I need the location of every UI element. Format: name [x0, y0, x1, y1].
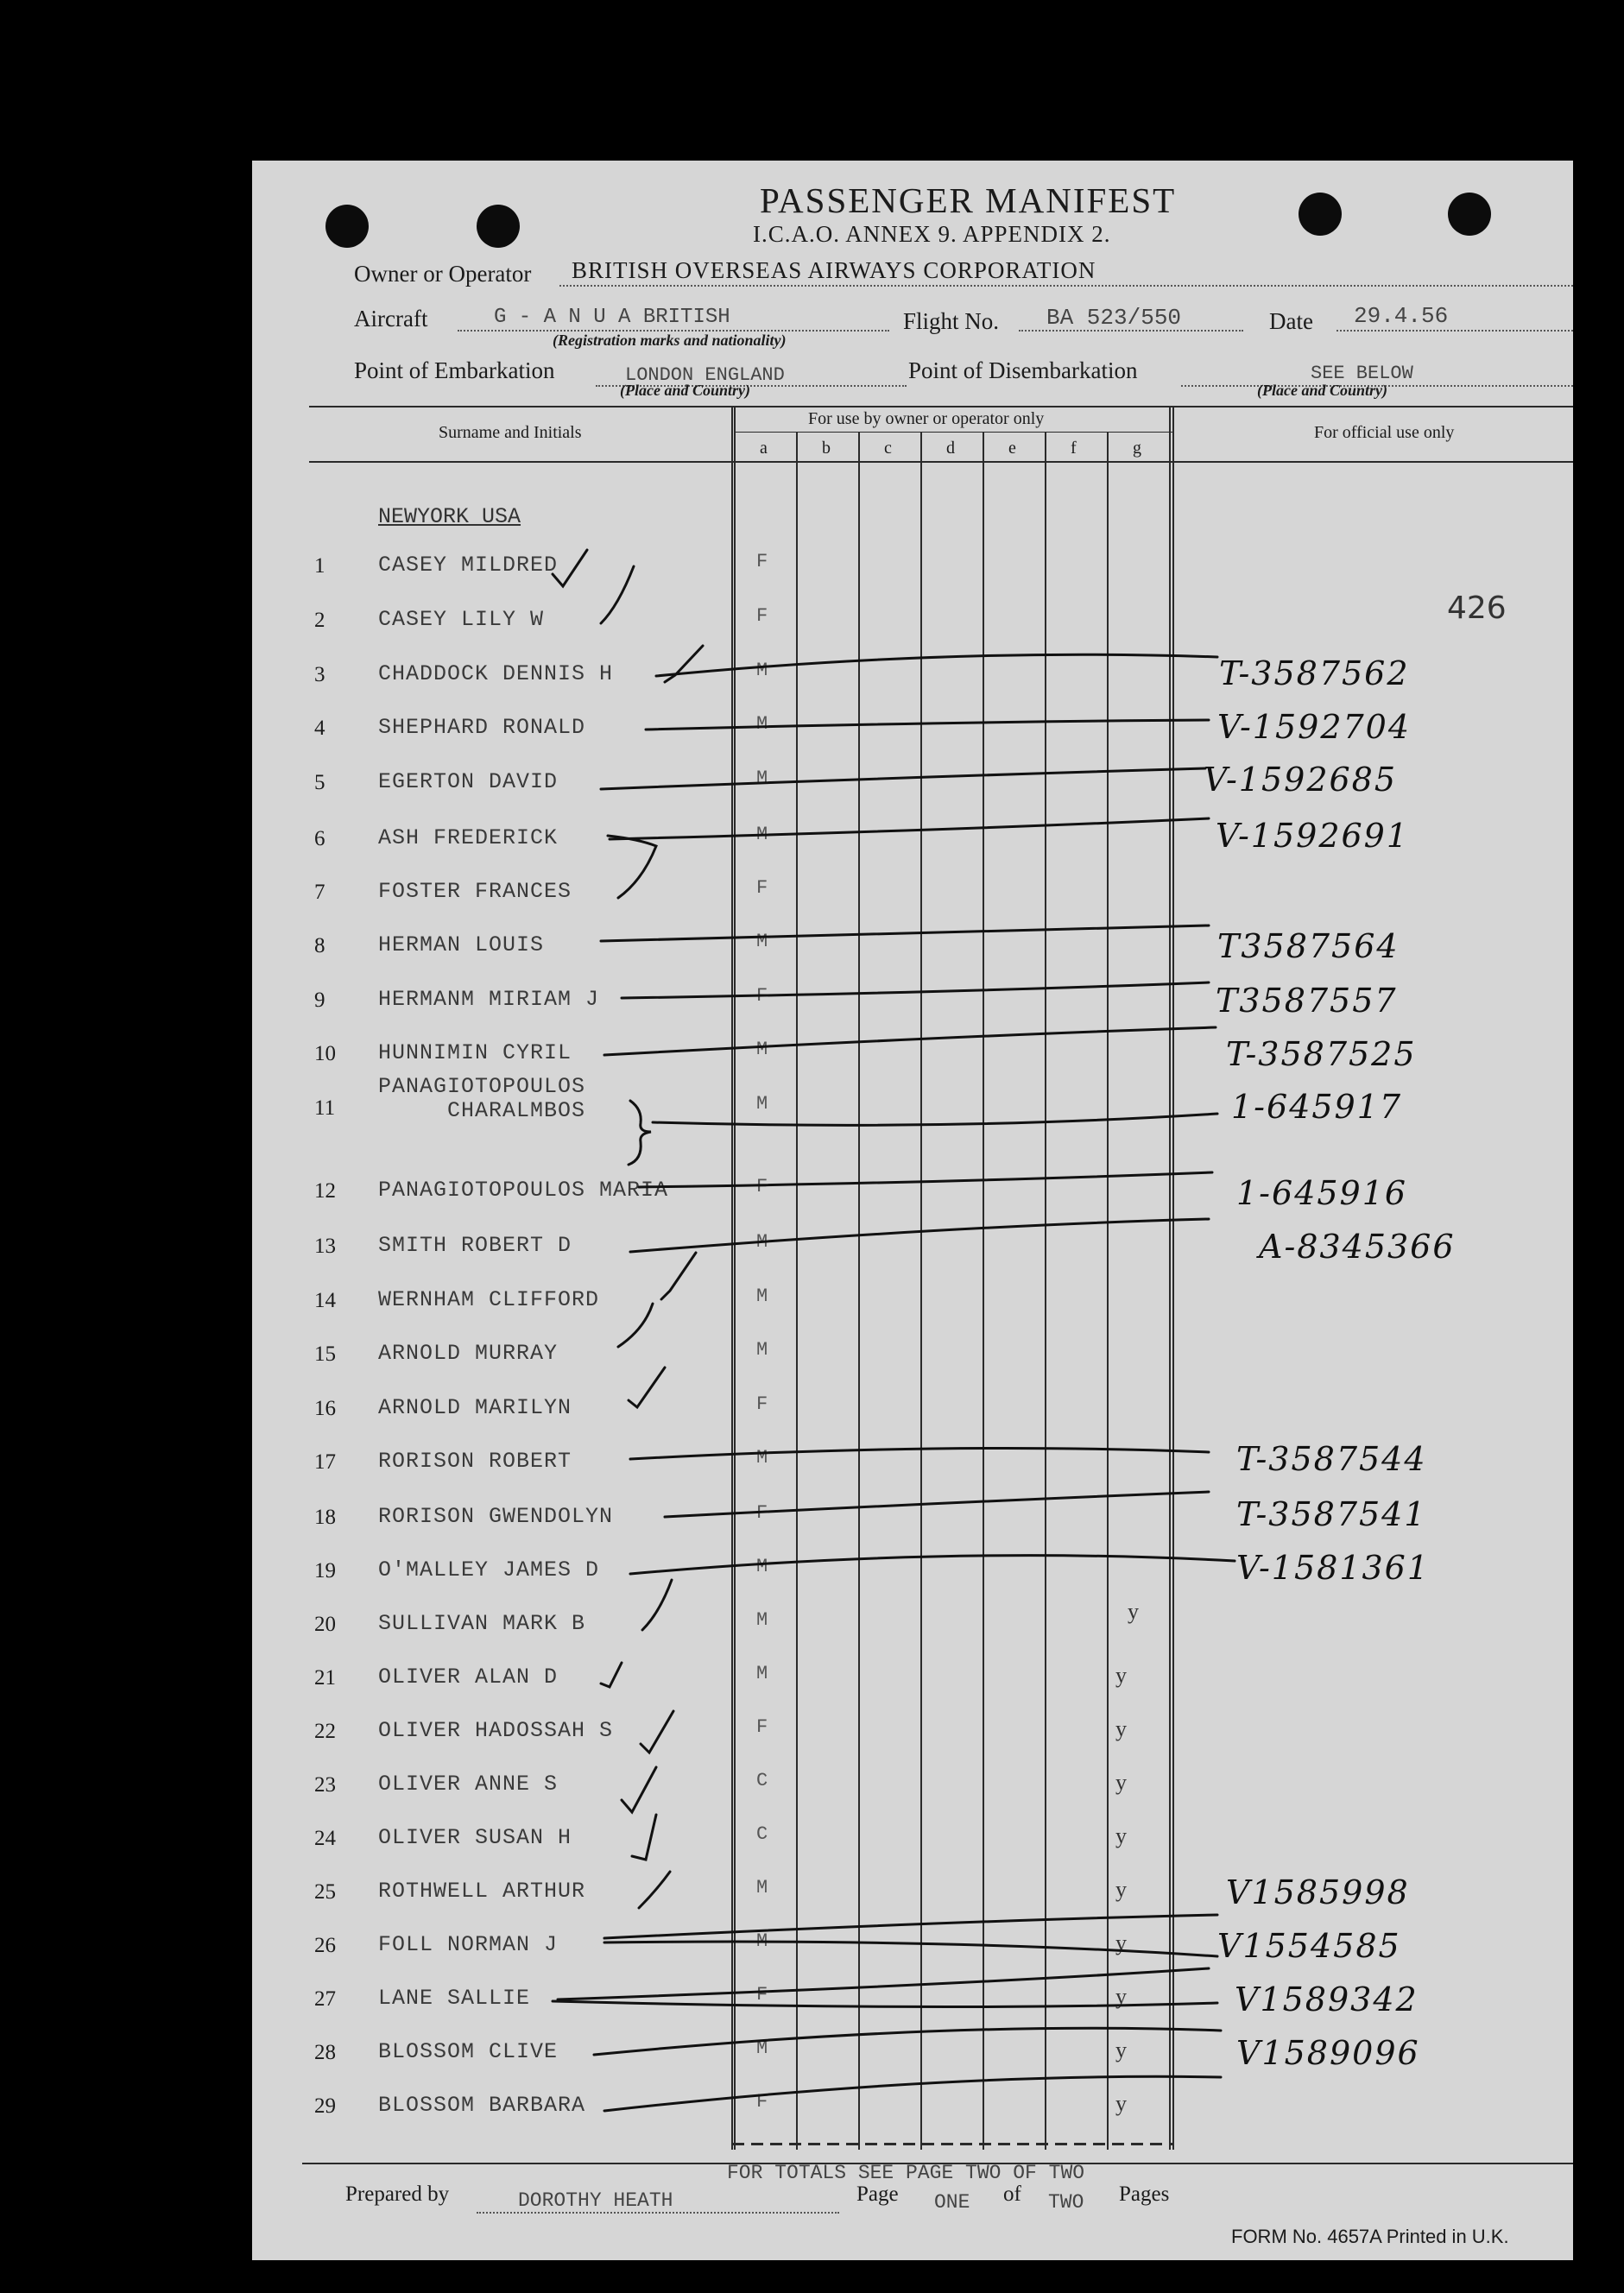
passenger-name: SULLIVAN MARK B: [378, 1611, 586, 1636]
sex-code: M: [756, 1930, 768, 1952]
row-number: 28: [314, 2041, 336, 2064]
page-subtitle: I.C.A.O. ANNEX 9. APPENDIX 2.: [753, 221, 1111, 247]
row-number: 6: [314, 827, 325, 850]
connector-line: [558, 1968, 1209, 1999]
owner-value: BRITISH OVERSEAS AIRWAYS CORPORATION: [572, 257, 1096, 283]
official-handwritten-number: V-1581361: [1236, 1549, 1431, 1587]
passenger-name: OLIVER ALAN D: [378, 1664, 559, 1690]
connector-line: [553, 2001, 1217, 2007]
passenger-name: FOLL NORMAN J: [378, 1932, 559, 1957]
sex-code: F: [756, 1393, 768, 1415]
col-g-mark: y: [1128, 1599, 1139, 1624]
check-mark: [601, 1663, 622, 1687]
official-handwritten-number: V1554585: [1217, 1927, 1401, 1965]
passenger-name: EGERTON DAVID: [378, 769, 559, 794]
disembark-label: Point of Disembarkation: [908, 357, 1138, 383]
col-g-mark: y: [1115, 1663, 1127, 1688]
sex-code: F: [756, 605, 768, 627]
col-g-mark: y: [1115, 1930, 1127, 1955]
passenger-name: ASH FREDERICK: [378, 825, 559, 850]
check-mark: [618, 1304, 653, 1347]
col-d-header: d: [946, 439, 955, 458]
passenger-name: BLOSSOM CLIVE: [378, 2039, 559, 2064]
row-number: 19: [314, 1559, 336, 1582]
check-mark: [665, 646, 703, 682]
check-mark: [601, 566, 634, 623]
col-a-header: a: [760, 439, 768, 458]
sex-code: C: [756, 1823, 768, 1845]
section-destination: NEWYORK USA: [378, 504, 521, 529]
col-g-mark: y: [1115, 1984, 1127, 2009]
row-number: 15: [314, 1342, 336, 1366]
check-mark: [632, 1815, 656, 1860]
form-number: FORM No. 4657A Printed in U.K.: [1231, 2226, 1509, 2247]
sex-code: M: [756, 1663, 768, 1684]
check-mark: [553, 550, 587, 586]
connector-line: [610, 818, 1209, 839]
sex-code: M: [756, 767, 768, 789]
row-number: 26: [314, 1934, 336, 1957]
sex-code: M: [756, 1039, 768, 1060]
col-g-mark: y: [1115, 1877, 1127, 1902]
sex-code: F: [756, 877, 768, 899]
row-number: 12: [314, 1179, 336, 1203]
prepared-label: Prepared by: [345, 2182, 450, 2206]
sex-code: F: [756, 551, 768, 572]
sex-code: F: [756, 2091, 768, 2113]
sex-code: F: [756, 1176, 768, 1197]
passenger-name: PANAGIOTOPOULOS MARIA: [378, 1178, 669, 1203]
col-g-mark: y: [1115, 2091, 1127, 2116]
row-number: 1: [314, 554, 325, 578]
row-number: 16: [314, 1397, 336, 1420]
col-g-header: g: [1133, 439, 1141, 458]
connector-line: [639, 1172, 1212, 1187]
official-handwritten-number: T-3587525: [1226, 1035, 1417, 1073]
row-number: 5: [314, 771, 325, 794]
col-surname-header: Surname and Initials: [439, 423, 582, 442]
date-value: 29.4.56: [1354, 303, 1449, 329]
connector-line: [604, 1027, 1216, 1055]
row-number: 18: [314, 1506, 336, 1529]
prepared-value: DOROTHY HEATH: [518, 2189, 673, 2212]
sex-code: M: [756, 1285, 768, 1307]
passenger-name: RORISON ROBERT: [378, 1449, 572, 1474]
check-mark: [622, 1767, 656, 1812]
connector-line: [604, 1915, 1217, 1938]
official-handwritten-number: 1-645917: [1231, 1088, 1403, 1126]
sex-code: M: [756, 1093, 768, 1115]
connector-line: [653, 1114, 1217, 1125]
disembark-note: (Place and Country): [1257, 382, 1387, 399]
col-g-mark: y: [1115, 1770, 1127, 1795]
row-number: 22: [314, 1720, 336, 1743]
passenger-name: HERMANM MIRIAM J: [378, 987, 600, 1012]
totals-note: FOR TOTALS SEE PAGE TWO OF TWO: [727, 2162, 1085, 2184]
official-handwritten-number: T3587564: [1217, 927, 1400, 965]
passenger-name: SHEPHARD RONALD: [378, 715, 586, 740]
official-handwritten-number: T-3587541: [1236, 1495, 1427, 1533]
passenger-name: HERMAN LOUIS: [378, 932, 545, 957]
flight-value: BA 523/550: [1046, 305, 1182, 331]
check-mark: [661, 1253, 696, 1299]
row-number: 25: [314, 1880, 336, 1904]
official-handwritten-number: T-3587544: [1236, 1440, 1427, 1478]
row-number: 10: [314, 1042, 336, 1065]
col-g-mark: y: [1115, 2037, 1127, 2062]
official-handwritten-number: T3587557: [1216, 982, 1398, 1020]
passenger-name: WERNHAM CLIFFORD: [378, 1287, 600, 1312]
page-value: ONE: [934, 2191, 970, 2214]
row-number: 29: [314, 2094, 336, 2118]
row-number: 27: [314, 1987, 336, 2011]
sex-code: M: [756, 2037, 768, 2059]
sex-code: F: [756, 1502, 768, 1524]
passenger-name: FOSTER FRANCES: [378, 879, 572, 904]
passenger-name: OLIVER HADOSSAH S: [378, 1718, 614, 1743]
connector-line: [630, 1556, 1235, 1574]
connector-line: [604, 1942, 1217, 1956]
col-f-header: f: [1071, 439, 1077, 458]
connector-line: [601, 768, 1205, 789]
passenger-name: RORISON GWENDOLYN: [378, 1504, 614, 1529]
sex-code: M: [756, 1447, 768, 1469]
col-g-mark: y: [1115, 1823, 1127, 1848]
passenger-name: CASEY LILY W: [378, 607, 545, 632]
col-e-header: e: [1008, 439, 1016, 458]
sex-code: F: [756, 1716, 768, 1738]
sex-code: M: [756, 660, 768, 681]
bracket: [629, 1101, 651, 1165]
official-handwritten-number: V-1592704: [1217, 708, 1412, 746]
passenger-name: CHADDOCK DENNIS H: [378, 661, 614, 686]
passenger-name: LANE SALLIE: [378, 1986, 531, 2011]
owner-label: Owner or Operator: [354, 261, 532, 287]
connector-line: [646, 720, 1209, 730]
row-number: 24: [314, 1827, 336, 1850]
row-number: 21: [314, 1666, 336, 1690]
passenger-name: O'MALLEY JAMES D: [378, 1557, 600, 1582]
row-number: 23: [314, 1773, 336, 1797]
passenger-name: PANAGIOTOPOULOS: [378, 1074, 586, 1099]
row-number: 11: [314, 1096, 336, 1120]
sex-code: M: [756, 1877, 768, 1898]
passenger-name: ARNOLD MURRAY: [378, 1341, 559, 1366]
passenger-name: BLOSSOM BARBARA: [378, 2093, 586, 2118]
passenger-name: SMITH ROBERT D: [378, 1233, 572, 1258]
connector-line: [630, 1449, 1209, 1460]
connector-line: [656, 654, 1217, 676]
aircraft-note: (Registration marks and nationality): [553, 332, 787, 349]
row-number: 20: [314, 1613, 336, 1636]
official-handwritten-number: A-8345366: [1259, 1228, 1456, 1266]
date-label: Date: [1269, 308, 1313, 334]
page-title: PASSENGER MANIFEST: [760, 180, 1177, 220]
passenger-name: OLIVER SUSAN H: [378, 1825, 572, 1850]
official-handwritten-number: T-3587562: [1219, 654, 1410, 692]
sex-code: M: [756, 1231, 768, 1253]
passenger-name: ARNOLD MARILYN: [378, 1395, 572, 1420]
aircraft-label: Aircraft: [354, 306, 428, 332]
passenger-name: OLIVER ANNE S: [378, 1772, 559, 1797]
check-mark: [639, 1872, 670, 1908]
sex-code: C: [756, 1770, 768, 1791]
official-handwritten-number: 1-645916: [1236, 1174, 1408, 1212]
connector-line: [604, 2076, 1221, 2111]
col-official-header: For official use only: [1314, 423, 1455, 442]
aircraft-value: G - A N U A BRITISH: [494, 306, 730, 329]
pages-value: TWO: [1048, 2191, 1084, 2214]
check-mark: [642, 1580, 672, 1630]
pages-label: Pages: [1119, 2182, 1170, 2206]
row-number: 13: [314, 1235, 336, 1258]
sex-code: M: [756, 1556, 768, 1577]
row-number: 14: [314, 1289, 336, 1312]
sex-code: M: [756, 824, 768, 845]
flight-label: Flight No.: [903, 308, 1000, 334]
sex-code: F: [756, 1984, 768, 2006]
connector-line: [630, 1219, 1209, 1252]
embark-note: (Place and Country): [620, 382, 750, 399]
official-handwritten-number: V-1592691: [1216, 817, 1410, 855]
row-number: 3: [314, 663, 325, 686]
row-number: 8: [314, 934, 325, 957]
row-number: 7: [314, 881, 325, 904]
passenger-name: HUNNIMIN CYRIL: [378, 1040, 572, 1065]
official-handwritten-number: V-1592685: [1204, 761, 1398, 799]
row-number: 17: [314, 1450, 336, 1474]
row-number: 2: [314, 609, 325, 632]
page-number: 426: [1447, 591, 1507, 626]
row-number: 4: [314, 717, 325, 740]
embark-value: LONDON ENGLAND: [625, 364, 785, 386]
passenger-name-continued: CHARALMBOS: [447, 1098, 586, 1123]
col-g-mark: y: [1115, 1716, 1127, 1741]
connector-line: [665, 1492, 1209, 1517]
official-handwritten-number: V1589342: [1235, 1980, 1419, 2018]
connector-line: [601, 925, 1209, 941]
sex-code: M: [756, 1609, 768, 1631]
disembark-value: SEE BELOW: [1311, 363, 1413, 384]
check-mark: [641, 1711, 673, 1753]
page-label: Page: [856, 2182, 899, 2206]
prepared-dotted-line: [477, 2212, 839, 2214]
official-handwritten-number: V1585998: [1226, 1873, 1410, 1911]
sex-code: F: [756, 985, 768, 1007]
sex-code: M: [756, 1339, 768, 1361]
col-owner-use-header: For use by owner or operator only: [808, 409, 1045, 428]
sex-code: M: [756, 931, 768, 952]
of-label: of: [1003, 2182, 1021, 2206]
check-mark: [629, 1368, 665, 1407]
row-number: 9: [314, 989, 325, 1012]
bracket: [608, 836, 656, 898]
col-b-header: b: [822, 439, 831, 458]
connector-line: [622, 982, 1209, 998]
connector-line: [594, 2028, 1221, 2055]
embark-label: Point of Embarkation: [354, 357, 555, 383]
passenger-name: CASEY MILDRED: [378, 553, 559, 578]
sex-code: M: [756, 713, 768, 735]
passenger-name: ROTHWELL ARTHUR: [378, 1879, 586, 1904]
official-handwritten-number: V1589096: [1236, 2034, 1420, 2072]
col-c-header: c: [884, 439, 892, 458]
